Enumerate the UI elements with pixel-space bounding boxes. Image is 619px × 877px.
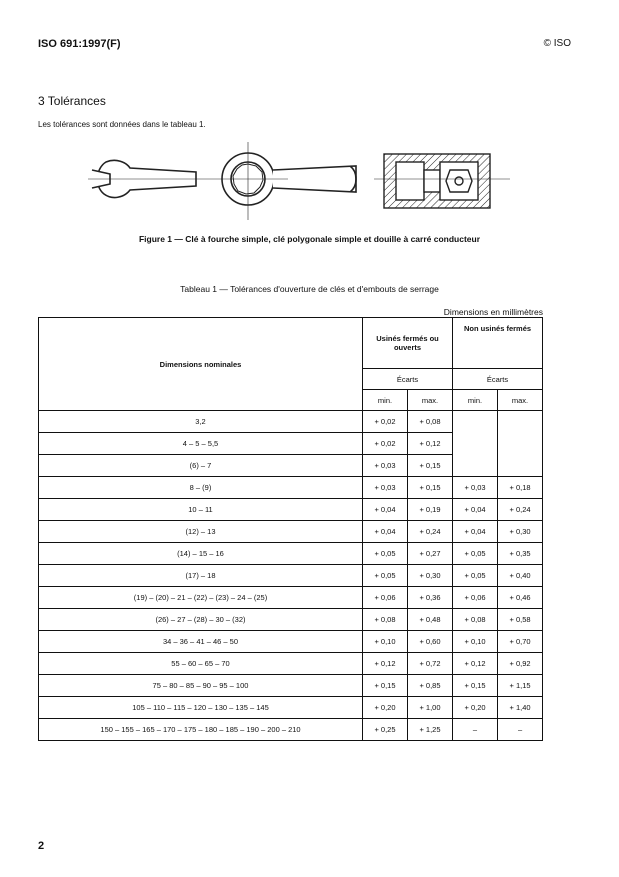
column-header-nominal: Dimensions nominales [39, 318, 363, 411]
cell-unmachined-min: + 0,04 [453, 499, 498, 521]
cell-machined-max: + 0,19 [408, 499, 453, 521]
table-row [39, 719, 543, 741]
column-header-max: max. [498, 390, 543, 411]
cell-unmachined-min: + 0,05 [453, 543, 498, 565]
cell-machined-max: + 0,15 [408, 477, 453, 499]
cell-unmachined-min: – [453, 719, 498, 741]
cell-nominal: (17) – 18 [39, 565, 363, 587]
cell-nominal: 8 – (9) [39, 477, 363, 499]
section-title: 3 Tolérances [38, 94, 106, 108]
cell-unmachined-max: + 0,40 [498, 565, 543, 587]
cell-machined-min: + 0,15 [363, 675, 408, 697]
cell-unmachined-max: + 0,58 [498, 609, 543, 631]
cell-nominal: 55 – 60 – 65 – 70 [39, 653, 363, 675]
cell-unmachined-min [453, 411, 498, 477]
units-note: Dimensions en millimètres [443, 307, 543, 317]
cell-nominal: 4 – 5 – 5,5 [39, 433, 363, 455]
cell-unmachined-max: + 0,46 [498, 587, 543, 609]
cell-unmachined-max: + 1,15 [498, 675, 543, 697]
table-row [39, 411, 543, 433]
copyright-notice: © ISO [543, 38, 571, 49]
cell-unmachined-min: + 0,10 [453, 631, 498, 653]
cell-machined-min: + 0,02 [363, 433, 408, 455]
cell-machined-min: + 0,02 [363, 411, 408, 433]
table-row [39, 675, 543, 697]
cell-machined-max: + 0,72 [408, 653, 453, 675]
cell-machined-max: + 0,60 [408, 631, 453, 653]
cell-machined-min: + 0,05 [363, 543, 408, 565]
table-row [39, 697, 543, 719]
cell-machined-min: + 0,04 [363, 521, 408, 543]
figure-caption: Figure 1 — Clé à fourche simple, clé polygonale simple et douille à carré conducteur [138, 234, 481, 244]
column-header-min: min. [363, 390, 408, 411]
cell-machined-max: + 0,48 [408, 609, 453, 631]
cell-machined-min: + 0,03 [363, 455, 408, 477]
cell-machined-max: + 0,30 [408, 565, 453, 587]
cell-unmachined-max [498, 411, 543, 477]
cell-unmachined-min: + 0,05 [453, 565, 498, 587]
cell-nominal: 3,2 [39, 411, 363, 433]
cell-machined-min: + 0,10 [363, 631, 408, 653]
column-header-unmachined: Non usinés fermés [453, 318, 543, 369]
cell-nominal: (26) – 27 – (28) – 30 – (32) [39, 609, 363, 631]
table-row [39, 653, 543, 675]
cell-machined-min: + 0,08 [363, 609, 408, 631]
table-row [39, 565, 543, 587]
cell-unmachined-min: + 0,15 [453, 675, 498, 697]
cell-machined-min: + 0,06 [363, 587, 408, 609]
cell-nominal: (14) – 15 – 16 [39, 543, 363, 565]
cell-nominal: 105 – 110 – 115 – 120 – 130 – 135 – 145 [39, 697, 363, 719]
table-row [39, 521, 543, 543]
cell-nominal: (12) – 13 [39, 521, 363, 543]
column-header-ecarts: Écarts [363, 369, 453, 390]
document-id: ISO 691:1997(F) [38, 38, 121, 50]
cell-machined-max: + 0,85 [408, 675, 453, 697]
cell-unmachined-max: + 0,24 [498, 499, 543, 521]
cell-unmachined-max: + 0,18 [498, 477, 543, 499]
socket-drawing [384, 154, 490, 208]
table-row [39, 477, 543, 499]
cell-unmachined-min: + 0,06 [453, 587, 498, 609]
table-row [39, 499, 543, 521]
cell-machined-min: + 0,03 [363, 477, 408, 499]
cell-unmachined-max: + 0,70 [498, 631, 543, 653]
cell-machined-min: + 0,12 [363, 653, 408, 675]
page-number: 2 [38, 840, 45, 852]
cell-unmachined-max: + 0,30 [498, 521, 543, 543]
wrench-figure [88, 140, 518, 222]
cell-machined-min: + 0,20 [363, 697, 408, 719]
cell-unmachined-min: + 0,03 [453, 477, 498, 499]
cell-machined-min: + 0,05 [363, 565, 408, 587]
column-header-ecarts: Écarts [453, 369, 543, 390]
cell-machined-max: + 0,36 [408, 587, 453, 609]
column-header-machined: Usinés fermés ou ouverts [363, 318, 453, 369]
tolerance-table [38, 317, 543, 741]
cell-nominal: 75 – 80 – 85 – 90 – 95 – 100 [39, 675, 363, 697]
cell-machined-min: + 0,25 [363, 719, 408, 741]
cell-unmachined-min: + 0,20 [453, 697, 498, 719]
cell-machined-min: + 0,04 [363, 499, 408, 521]
cell-unmachined-max: – [498, 719, 543, 741]
table-row [39, 543, 543, 565]
section-intro: Les tolérances sont données dans le tableau 1. [38, 120, 206, 129]
cell-nominal: 10 – 11 [39, 499, 363, 521]
cell-unmachined-max: + 0,92 [498, 653, 543, 675]
cell-machined-max: + 1,00 [408, 697, 453, 719]
cell-machined-max: + 0,08 [408, 411, 453, 433]
cell-unmachined-max: + 0,35 [498, 543, 543, 565]
cell-unmachined-min: + 0,12 [453, 653, 498, 675]
cell-unmachined-min: + 0,04 [453, 521, 498, 543]
column-header-min: min. [453, 390, 498, 411]
table-row [39, 631, 543, 653]
cell-nominal: (6) – 7 [39, 455, 363, 477]
cell-machined-max: + 0,12 [408, 433, 453, 455]
table-title: Tableau 1 — Tolérances d'ouverture de clés et d'embouts de serrage [180, 284, 439, 294]
cell-nominal: (19) – (20) – 21 – (22) – (23) – 24 – (25) [39, 587, 363, 609]
cell-machined-max: + 0,24 [408, 521, 453, 543]
table-row [39, 587, 543, 609]
cell-machined-max: + 0,15 [408, 455, 453, 477]
table-row [39, 609, 543, 631]
cell-machined-max: + 0,27 [408, 543, 453, 565]
cell-nominal: 34 – 36 – 41 – 46 – 50 [39, 631, 363, 653]
cell-machined-max: + 1,25 [408, 719, 453, 741]
cell-nominal: 150 – 155 – 165 – 170 – 175 – 180 – 185 – 190 – 200 – 210 [39, 719, 363, 741]
cell-unmachined-min: + 0,08 [453, 609, 498, 631]
cell-unmachined-max: + 1,40 [498, 697, 543, 719]
column-header-max: max. [408, 390, 453, 411]
